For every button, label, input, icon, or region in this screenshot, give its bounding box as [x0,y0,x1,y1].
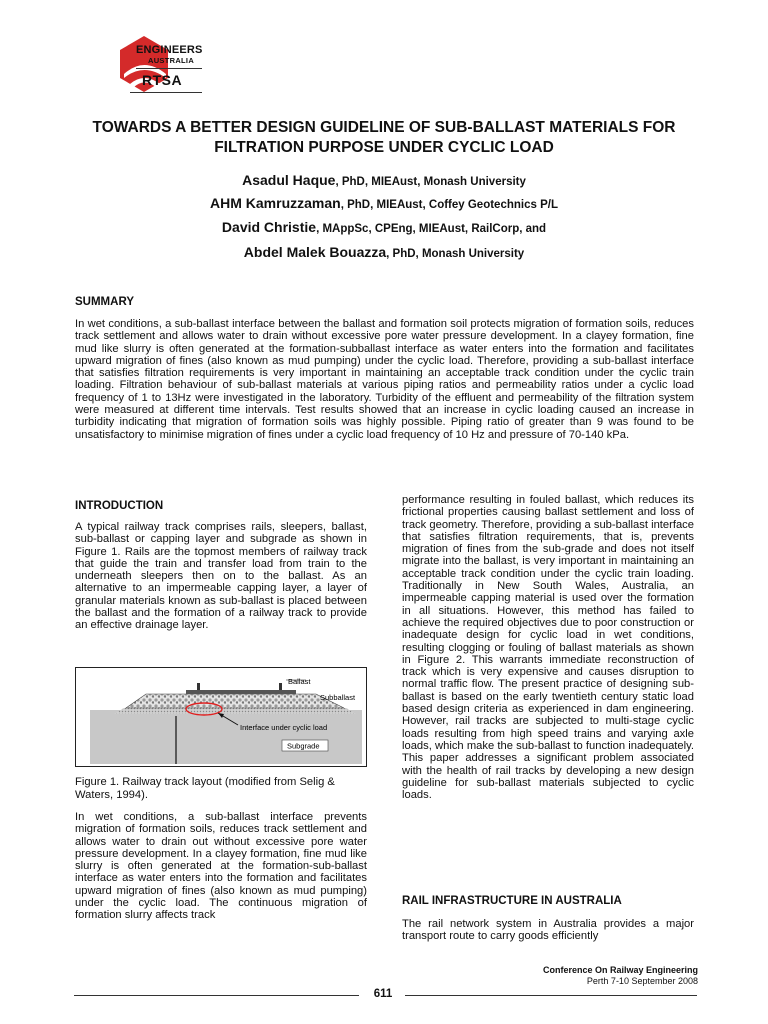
label-subballast: Subballast [320,693,356,702]
label-subgrade: Subgrade [287,741,320,751]
figure-1-caption: Figure 1. Railway track layout (modified from Selig & Waters, 1994). [75,776,335,801]
logo-text-engineers: ENGINEERS [136,44,203,56]
author-name: AHM Kamruzzaman [210,195,341,211]
rail-infrastructure-paragraph: The rail network system in Australia provides a major transport route to carry goods efficiently [402,918,694,943]
author-name: David Christie [221,219,317,235]
introduction-paragraph-1: A typical railway track comprises rails, sleepers, ballast, sub-ballast or capping layer and subgrade as shown in Figure 1. Rails are the topmost members of railway track that guide the train and transfer load from train to the underneath sleepers then on to the ballast. As an alternative to an impermeable capping layer, a layer of granular materials known as sub-ballast is placed between the ballast and the formation of a railway track to provide an effective drainage layer. [75,521,367,632]
author-affiliation: , PhD, MIEAust, Monash University [335,176,526,188]
sleeper [186,690,296,694]
summary-paragraph: In wet conditions, a sub-ballast interface between the ballast and formation soil protects migration of formation soils, reduces track settlement and allows water to drain without excessive pore water pressure development. In a clayey formation, fine mud like slurry is often generated at the formation-subballast interface as water enters into the formation and facilitates upward migration of fines (also known as mud pumping) under the cyclic load. Therefore, providing a sub-ballast interface that satisfies filtration requirements is very important in maintaining an acceptable track condition under the cyclic train loading. Filtration behaviour of sub-ballast materials at various piping ratios and permeability ratios under a cyclic load frequency of 1 to 13Hz were investigated in the laboratory. Turbidity of the effluent and permeability of the filtration system were measured at different time intervals. Test results showed that an increase in cyclic loading caused an increase in turbidity indicating that migration of formation soils was highly possible. Piping ratio of greater than 9 was found to be unsatisfactory to minimise migration of fines under a cyclic load frequency of 10 Hz and pressure of 70-140 kPa. [75,318,694,441]
label-ballast: Ballast [288,677,311,686]
conference-name: Conference On Railway Engineering [542,965,698,975]
rail-left [197,683,200,690]
footer-rule-right [405,995,697,996]
paper-title: TOWARDS A BETTER DESIGN GUIDELINE OF SUB-BALLAST MATERIALS FOR FILTRATION PURPOSE UNDER CYCLIC LOAD [92,119,676,156]
summary-heading: SUMMARY [75,296,134,308]
railway-track-diagram [76,668,366,766]
subballast-layer [114,708,356,714]
rail-right [279,683,282,690]
logo-underline [130,92,202,93]
author-name: Asadul Haque [242,172,336,188]
ballast-layer [126,694,344,708]
author-line [60,244,708,260]
label-interface: Interface under cyclic load [240,723,328,732]
rail-infrastructure-heading: RAIL INFRASTRUCTURE IN AUSTRALIA [402,895,622,907]
author-name: Abdel Malek Bouazza [243,244,387,260]
author-line [60,195,708,211]
author-line [60,172,708,188]
author-affiliation: , PhD, Monash University [386,248,525,260]
logo-text-australia: AUSTRALIA [148,56,195,65]
introduction-paragraph-3: performance resulting in fouled ballast, which reduces its frictional properties causing ballast settlement and loss of track geometry. Therefore, providing a sub-ballast interface that satisfies filtration requirements, that is, prevents migration of fines from the sub-grade and does not itself migrate into the ballast, is very important in maintaining an acceptable track condition under the cyclic train loading. Traditionally in New South Wales, Australia, an impermeable capping material is used over the formation in all situations. However, this method has failed to achieve the required objectives due to poor construction or inadequate design for cyclic load in wet conditions, resulting clogging or fouling of ballast materials as shown in Figure 2. This warrants immediate reconstruction of track which is very expensive and causes disruption to normal traffic flow. The present practice of designing sub-ballast is based on the early twentieth century static load based design criteria as experienced in dam engineering. However, rail tracks are subjected to multi-stage cyclic loads resulting from high speed trains and varying axle loads, which make the sub-ballast to function inadequately. This paper addresses a significant problem associated with the health of rail tracks by developing a new design guideline for sub-ballast materials subjected to cyclic loads. [402,494,694,802]
author-affiliation: , PhD, MIEAust, Coffey Geotechnics P/L [340,199,558,211]
footer-rule-left [74,995,359,996]
introduction-heading: INTRODUCTION [75,500,164,512]
logo-text-rtsa: RTSA [142,72,183,88]
author-line [60,219,708,235]
author-affiliation: , MAppSc, CPEng, MIEAust, RailCorp, and [316,223,547,235]
page-number: 611 [373,988,393,1000]
introduction-paragraph-2: In wet conditions, a sub-ballast interface prevents migration of formation soils, reduces track settlement and allows water to drain out without excessive pore water pressure development. In a clayey formation, fine mud like slurry is often generated at the formation-sub-ballast interface as water enters into the formation and facilitates upward migration of fines (also known as mud pumping) under the cyclic load. The continuous migration of formation slurry affects track [75,811,367,922]
figure-1 [75,667,367,767]
conference-date: Perth 7-10 September 2008 [586,976,698,986]
logo-divider [136,68,202,69]
